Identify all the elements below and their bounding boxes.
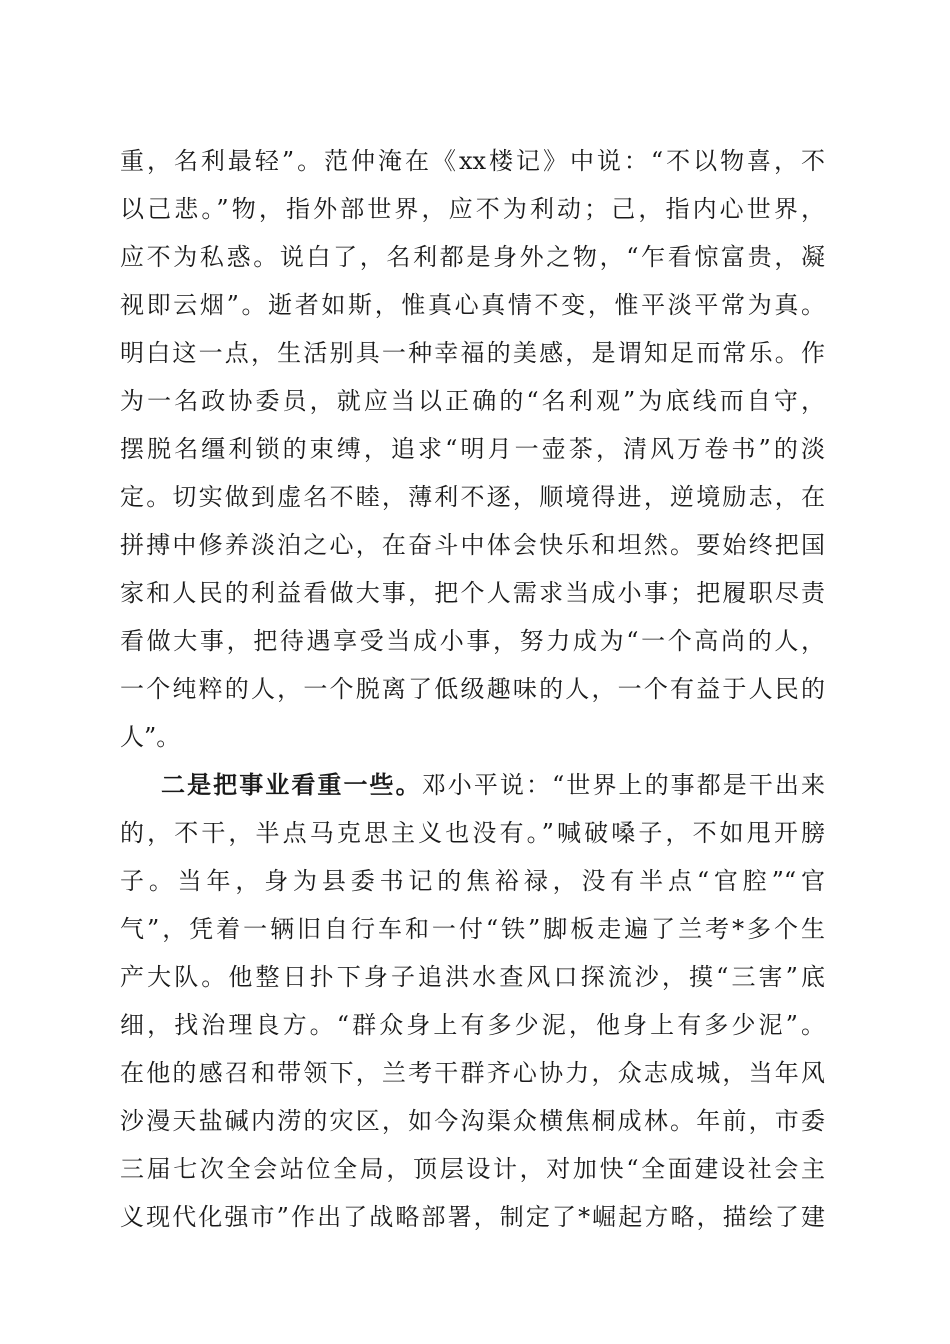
paragraph-lead-heading: 二是把事业看重一些。: [161, 771, 422, 799]
text-line: 重，名利最轻”。范仲淹在《xx楼记》中说：“不以物喜，不: [120, 147, 825, 175]
paragraph-first-line: [120, 761, 825, 809]
text-line: 为一名政协委员，就应当以正确的“名利观”为底线而自守，: [120, 387, 825, 415]
text-line: 在他的感召和带领下，兰考干群齐心协力，众志成城，当年风: [120, 1059, 825, 1087]
text-line: 义现代化强市”作出了战略部署，制定了*崛起方略，描绘了建: [120, 1203, 825, 1231]
text-line: 摆脱名缰利锁的束缚，追求“明月一壶茶，清风万卷书”的淡: [120, 435, 825, 463]
text-line: 气”，凭着一辆旧自行车和一付“铁”脚板走遍了兰考*多个生: [120, 915, 825, 943]
text-line: 以己悲。”物，指外部世界，应不为利动；己，指内心世界，: [120, 195, 825, 223]
text-line: 视即云烟”。逝者如斯，惟真心真情不变，惟平淡平常为真。: [120, 291, 825, 319]
text-line: 一个纯粹的人，一个脱离了低级趣味的人，一个有益于人民的: [120, 675, 825, 703]
text-line: 应不为私惑。说白了，名利都是身外之物，“乍看惊富贵，凝: [120, 243, 825, 271]
text-line: 人”。: [120, 723, 181, 751]
text-line: 的，不干，半点马克思主义也没有。”喊破嗓子，不如甩开膀: [120, 819, 825, 847]
text-line: 定。切实做到虚名不睦，薄利不逐，顺境得进，逆境励志，在: [120, 483, 825, 511]
text-line: 产大队。他整日扑下身子追洪水查风口探流沙，摸“三害”底: [120, 963, 825, 991]
text-line: 子。当年，身为县委书记的焦裕禄，没有半点“官腔”“官: [120, 867, 825, 895]
text-line: 明白这一点，生活别具一种幸福的美感，是谓知足而常乐。作: [120, 339, 825, 367]
text-line: 看做大事，把待遇享受当成小事，努力成为“一个高尚的人，: [120, 627, 825, 655]
text-line: 细，找治理良方。“群众身上有多少泥，他身上有多少泥”。: [120, 1011, 825, 1039]
text-line: 三届七次全会站位全局，顶层设计，对加快“全面建设社会主: [120, 1155, 825, 1183]
document-page: [120, 137, 825, 1241]
text-line: 沙漫天盐碱内涝的灾区，如今沟渠众横焦桐成林。年前，市委: [120, 1107, 825, 1135]
text-line: 拼搏中修养淡泊之心，在奋斗中体会快乐和坦然。要始终把国: [120, 531, 825, 559]
paragraph-first-line-text: 邓小平说：“世界上的事都是干出来: [421, 771, 825, 799]
text-line: 家和人民的利益看做大事，把个人需求当成小事；把履职尽责: [120, 579, 825, 607]
